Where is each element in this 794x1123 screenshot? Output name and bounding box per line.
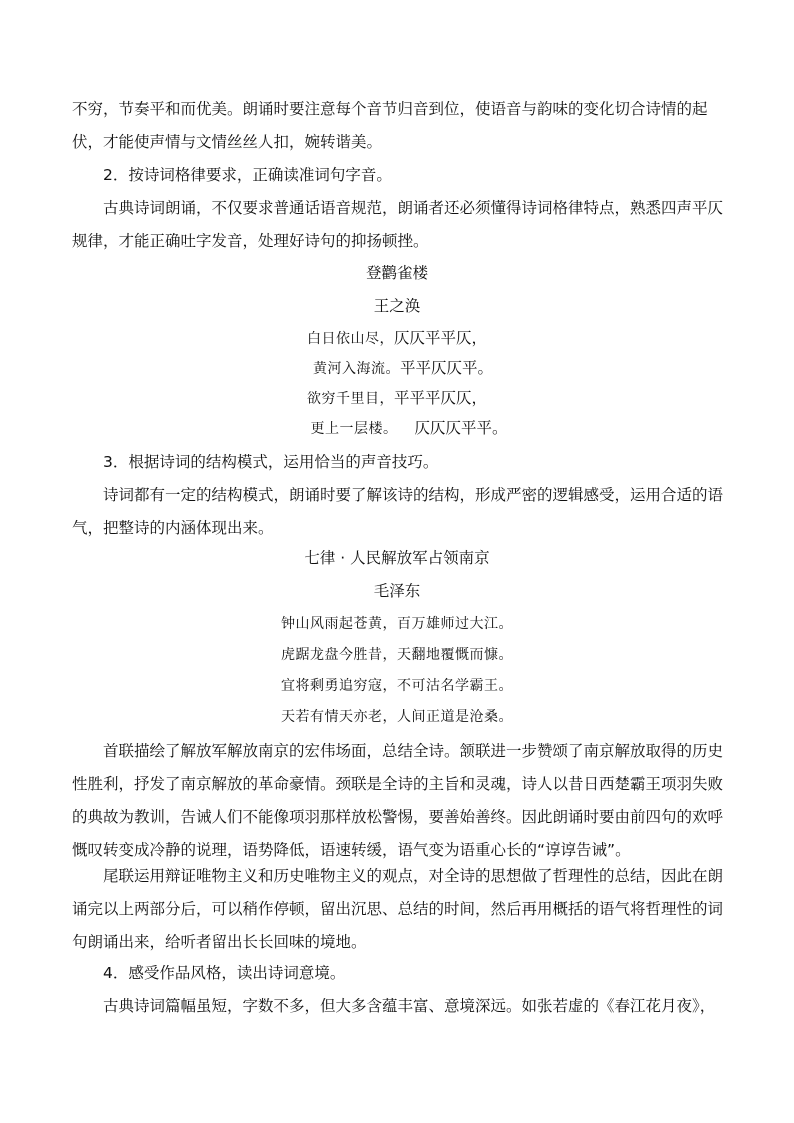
heading-point-2: 2．按诗词格律要求，正确读准词句字音。 xyxy=(103,166,392,184)
paragraph-analysis: 首联描绘了解放军解放南京的宏伟场面，总结全诗。颔联进一步赞颂了南京解放取得的历史性胜利，抒发了南京解放的革命豪情。颈联是全诗的主旨和灵魂，诗人以昔日西楚霸王项羽失败的典故为教训，告诫人们不能像项羽那样放松警惕，要善始善终。因此朗诵时要由前四句的欢呼慨叹转变成冷静的说理，语势降低，语速转缓，语气变为语重心长的“谆谆告诫”。 xyxy=(72,742,724,859)
poem1-line-tones: 平平仄仄平。 xyxy=(399,359,493,377)
poem2-author: 毛泽东 xyxy=(373,582,421,600)
poem1-author: 王之涣 xyxy=(373,297,421,315)
heading-point-4: 4．感受作品风格，读出诗词意境。 xyxy=(103,964,346,982)
poem1-line-text: 更上一层楼。 xyxy=(310,421,398,437)
poem1-line-tones: 仄仄平平仄， xyxy=(393,329,487,347)
poem1-line-text: 黄河入海流。 xyxy=(312,361,400,377)
poem2-line-2: 虎踞龙盘今胜昔，天翻地覆慨而慷。 xyxy=(281,647,513,663)
poem1-line-tones: 仄仄仄平平。 xyxy=(414,419,508,437)
poem1-title: 登鹳雀楼 xyxy=(365,264,428,282)
poem2-title: 七律 · 人民解放军占领南京 xyxy=(304,549,490,567)
paragraph-structure: 诗词都有一定的结构模式，朗诵时要了解该诗的结构，形成严密的逻辑感受，运用合适的语气，把整诗的内涵体现出来。 xyxy=(72,486,724,537)
poem1-line-3 xyxy=(0,382,794,416)
heading-point-3: 3．根据诗词的结构模式，运用恰当的声音技巧。 xyxy=(103,453,439,471)
poem1-line-text: 白日依山尽， xyxy=(306,331,394,347)
poem2-line-1: 钟山风雨起苍黄，百万雄师过大江。 xyxy=(281,616,513,632)
poem1-line-tones: 平平平仄仄， xyxy=(393,389,487,407)
poem2-line-3: 宜将剩勇追穷寇，不可沽名学霸王。 xyxy=(281,678,513,694)
paragraph-tones: 古典诗词朗诵，不仅要求普通话语音规范，朗诵者还必须懂得诗词格律特点，熟悉四声平仄规律，才能正确吐字发音，处理好诗句的抑扬顿挫。 xyxy=(72,199,724,250)
poem1-line-4 xyxy=(0,412,794,446)
poem1-line-text: 欲穷千里目， xyxy=(306,391,394,407)
poem1-line-2 xyxy=(0,352,794,386)
poem1-line-1 xyxy=(0,322,794,356)
poem2-line-4: 天若有情天亦老，人间正道是沧桑。 xyxy=(281,709,513,725)
paragraph-mood: 古典诗词篇幅虽短，字数不多，但大多含蕴丰富、意境深远。如张若虚的《春江花月夜》， xyxy=(103,997,716,1015)
paragraph-rhythm: 不穷，节奏平和而优美。朗诵时要注意每个音节归音到位，使语音与韵味的变化切合诗情的起伏，才能使声情与文情丝丝人扣，婉转谐美。 xyxy=(72,100,708,151)
paragraph-final-couplet: 尾联运用辩证唯物主义和历史唯物主义的观点，对全诗的思想做了哲理性的总结，因此在朗诵完以上两部分后，可以稍作停顿，留出沉思、总结的时间，然后再用概括的语气将哲理性的词句朗诵出来，给听者留出长长回味的境地。 xyxy=(72,867,724,951)
